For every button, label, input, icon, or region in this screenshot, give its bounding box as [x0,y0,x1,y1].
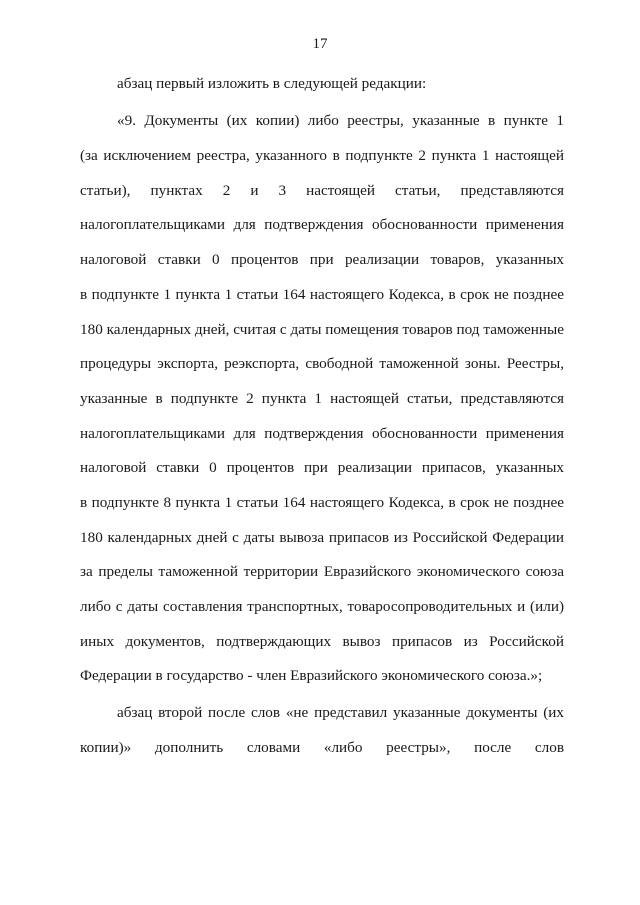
paragraph-2-line-1: «9. Документы (их копии) либо реестры, указанные в пункте 1 [117,112,564,129]
paragraph-2-line-14: за пределы таможенной территории Евразийского экономического союза [80,563,564,580]
paragraph-2-line-8: процедуры экспорта, реэкспорта, свободной таможенной зоны. Реестры, [80,355,564,372]
paragraph-2-line-6: в подпункте 1 пункта 1 статьи 164 настоящего Кодекса, в срок не позднее [80,286,564,303]
paragraph-3-line-2: копии)» дополнить словами «либо реестры», после слов [80,739,564,756]
paragraph-2-line-9: указанные в подпункте 2 пункта 1 настоящей статьи, представляются [80,390,564,407]
paragraph-2-line-13: 180 календарных дней с даты вывоза припасов из Российской Федерации [80,529,564,546]
page-number: 17 [312,36,328,52]
paragraph-2-line-15: либо с даты составления транспортных, товаросопроводительных и (или) [80,598,564,615]
paragraph-2-line-12: в подпункте 8 пункта 1 статьи 164 настоящего Кодекса, в срок не позднее [80,494,564,511]
paragraph-2-line-16: иных документов, подтверждающих вывоз припасов из Российской [80,633,564,650]
paragraph-2-line-4: налогоплательщиками для подтверждения обоснованности применения [80,216,564,233]
paragraph-2-line-11: налоговой ставки 0 процентов при реализации припасов, указанных [80,459,564,476]
paragraph-2-line-17: Федерации в государство - член Евразийского экономического союза.»; [80,667,543,684]
paragraph-2-line-7: 180 календарных дней, считая с даты помещения товаров под таможенные [80,321,564,338]
paragraph-2-line-10: налогоплательщиками для подтверждения обоснованности применения [80,425,564,442]
paragraph-2-line-3: статьи), пунктах 2 и 3 настоящей статьи, представляются [80,182,564,199]
paragraph-2-line-5: налоговой ставки 0 процентов при реализации товаров, указанных [80,251,564,268]
paragraph-1-line-1: абзац первый изложить в следующей редакции: [117,75,427,92]
paragraph-2-line-2: (за исключением реестра, указанного в подпункте 2 пункта 1 настоящей [80,147,564,164]
paragraph-3-line-1: абзац второй после слов «не представил указанные документы (их [117,704,564,721]
